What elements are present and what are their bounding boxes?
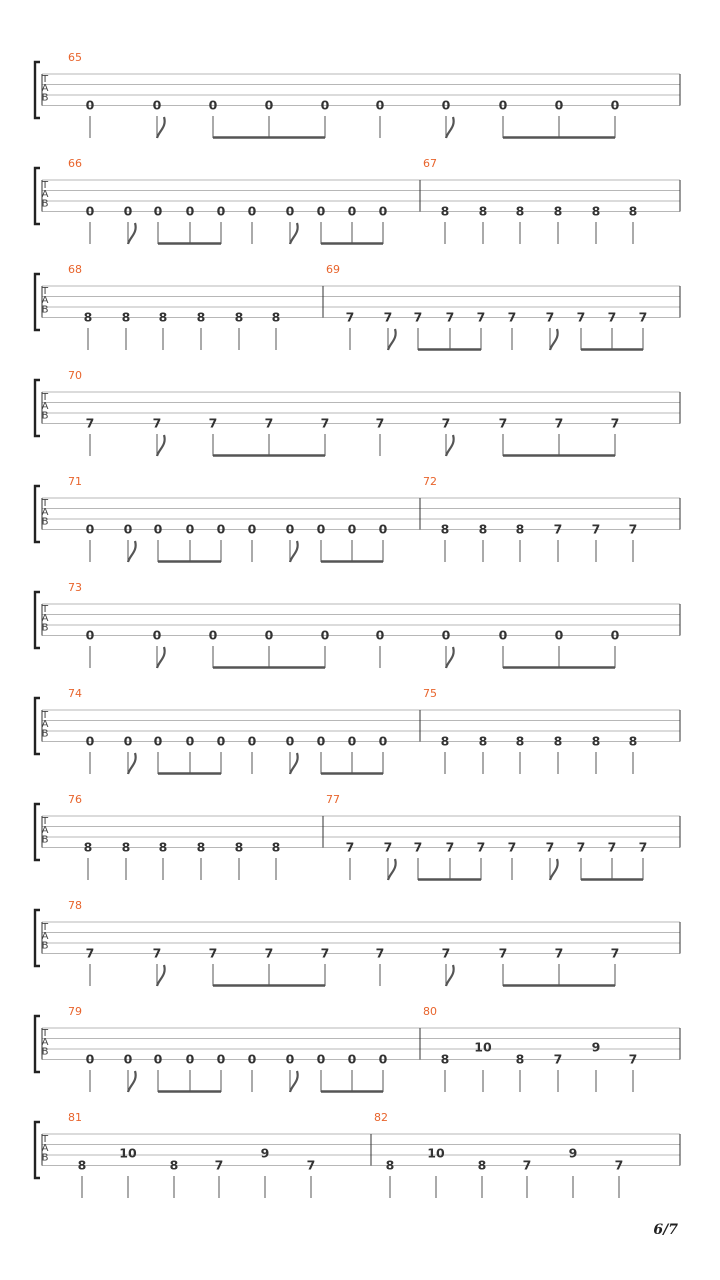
fret-number: 7 (208, 415, 218, 431)
fret-number: 7 (214, 1157, 224, 1173)
fret-number: 0 (375, 97, 385, 113)
fret-number: 7 (441, 945, 451, 961)
fret-number: 7 (383, 839, 393, 855)
tab-clef-letter: B (41, 198, 49, 210)
measure-number: 71 (68, 475, 82, 488)
note-flag (388, 859, 396, 880)
tab-clef-letter: A (41, 613, 49, 625)
fret-number: 0 (185, 733, 195, 749)
fret-number: 0 (247, 521, 257, 537)
fret-number: 9 (591, 1039, 601, 1055)
measure-number: 72 (423, 475, 437, 488)
fret-number: 7 (610, 945, 620, 961)
fret-number: 0 (208, 627, 218, 643)
fret-number: 0 (316, 1051, 326, 1067)
fret-number: 7 (375, 945, 385, 961)
tab-system (35, 793, 680, 880)
fret-number: 0 (152, 97, 162, 113)
measure-number: 77 (326, 793, 340, 806)
tab-clef-letter: T (41, 604, 49, 615)
fret-number: 0 (347, 521, 357, 537)
fret-number: 8 (628, 733, 638, 749)
fret-number: 8 (271, 839, 281, 855)
fret-number: 0 (441, 97, 451, 113)
fret-number: 0 (378, 203, 388, 219)
fret-number: 7 (152, 415, 162, 431)
note-flag (446, 647, 454, 668)
measure-number: 81 (68, 1111, 82, 1124)
fret-number: 0 (216, 521, 226, 537)
note-flag (157, 965, 165, 986)
system-bracket (35, 592, 40, 648)
fret-number: 0 (610, 97, 620, 113)
note-flag (388, 329, 396, 350)
note-flag (128, 223, 136, 244)
fret-number: 8 (121, 839, 131, 855)
system-bracket (35, 804, 40, 860)
fret-number: 7 (375, 415, 385, 431)
fret-number: 0 (610, 627, 620, 643)
fret-number: 8 (440, 521, 450, 537)
fret-number: 8 (83, 309, 93, 325)
fret-number: 7 (638, 839, 648, 855)
note-flag (128, 753, 136, 774)
fret-number: 0 (247, 1051, 257, 1067)
fret-number: 0 (554, 627, 564, 643)
tab-clef-letter: B (41, 622, 49, 634)
system-bracket (35, 486, 40, 542)
fret-number: 8 (553, 733, 563, 749)
fret-number: 0 (316, 203, 326, 219)
fret-number: 7 (264, 945, 274, 961)
fret-number: 7 (445, 839, 455, 855)
fret-number: 0 (347, 1051, 357, 1067)
note-flag (550, 329, 558, 350)
tab-clef-letter: T (41, 816, 49, 827)
fret-number: 0 (554, 97, 564, 113)
tab-clef-letter: B (41, 410, 49, 422)
fret-number: 8 (515, 521, 525, 537)
fret-number: 0 (208, 97, 218, 113)
tab-clef-letter: A (41, 719, 49, 731)
fret-number: 0 (123, 1051, 133, 1067)
tab-system (35, 157, 680, 244)
tab-clef-letter: T (41, 74, 49, 85)
fret-number: 9 (568, 1145, 578, 1161)
note-flag (446, 117, 454, 138)
measure-number: 75 (423, 687, 437, 700)
measure-number: 67 (423, 157, 437, 170)
fret-number: 0 (216, 733, 226, 749)
tab-clef-letter: T (41, 498, 49, 509)
fret-number: 7 (152, 945, 162, 961)
note-flag (290, 753, 298, 774)
fret-number: 8 (478, 203, 488, 219)
fret-number: 0 (153, 1051, 163, 1067)
fret-number: 0 (378, 733, 388, 749)
tab-clef-letter: T (41, 1134, 49, 1145)
tab-clef-letter: B (41, 1152, 49, 1164)
fret-number: 7 (413, 309, 423, 325)
fret-number: 8 (440, 1051, 450, 1067)
fret-number: 7 (545, 309, 555, 325)
fret-number: 7 (545, 839, 555, 855)
measure-number: 73 (68, 581, 82, 594)
fret-number: 0 (123, 521, 133, 537)
note-flag (446, 965, 454, 986)
system-bracket (35, 274, 40, 330)
fret-number: 7 (413, 839, 423, 855)
system-bracket (35, 910, 40, 966)
fret-number: 7 (85, 415, 95, 431)
system-bracket (35, 1016, 40, 1072)
measure-number: 65 (68, 51, 82, 64)
fret-number: 8 (591, 203, 601, 219)
fret-number: 8 (591, 733, 601, 749)
fret-number: 0 (123, 733, 133, 749)
fret-number: 8 (121, 309, 131, 325)
fret-number: 10 (474, 1039, 492, 1055)
measure-number: 76 (68, 793, 82, 806)
fret-number: 7 (576, 309, 586, 325)
fret-number: 8 (628, 203, 638, 219)
fret-number: 0 (85, 203, 95, 219)
measure-number: 68 (68, 263, 82, 276)
fret-number: 9 (260, 1145, 270, 1161)
tab-clef-letter: A (41, 1143, 49, 1155)
fret-number: 8 (83, 839, 93, 855)
fret-number: 0 (264, 97, 274, 113)
fret-number: 0 (85, 1051, 95, 1067)
measure-number: 74 (68, 687, 82, 700)
fret-number: 10 (427, 1145, 445, 1161)
fret-number: 0 (264, 627, 274, 643)
fret-number: 8 (158, 839, 168, 855)
fret-number: 7 (553, 521, 563, 537)
fret-number: 7 (628, 1051, 638, 1067)
fret-number: 8 (553, 203, 563, 219)
page-number: 6/7 (653, 1222, 678, 1238)
note-flag (128, 1071, 136, 1092)
fret-number: 0 (347, 733, 357, 749)
fret-number: 7 (441, 415, 451, 431)
fret-number: 7 (498, 415, 508, 431)
system-bracket (35, 1122, 40, 1178)
tab-clef-letter: T (41, 1028, 49, 1039)
fret-number: 8 (515, 203, 525, 219)
fret-number: 7 (476, 309, 486, 325)
fret-number: 7 (638, 309, 648, 325)
fret-number: 8 (196, 839, 206, 855)
fret-number: 7 (610, 415, 620, 431)
fret-number: 0 (441, 627, 451, 643)
note-flag (128, 541, 136, 562)
fret-number: 0 (498, 97, 508, 113)
note-flag (157, 117, 165, 138)
fret-number: 10 (119, 1145, 137, 1161)
fret-number: 0 (153, 203, 163, 219)
fret-number: 8 (478, 733, 488, 749)
fret-number: 0 (216, 1051, 226, 1067)
fret-number: 0 (285, 1051, 295, 1067)
fret-number: 0 (375, 627, 385, 643)
tab-clef-letter: A (41, 189, 49, 201)
note-flag (550, 859, 558, 880)
fret-number: 0 (247, 203, 257, 219)
fret-number: 7 (507, 309, 517, 325)
tab-clef-letter: T (41, 286, 49, 297)
fret-number: 8 (77, 1157, 87, 1173)
note-flag (157, 435, 165, 456)
measure-number: 79 (68, 1005, 82, 1018)
fret-number: 0 (285, 733, 295, 749)
fret-number: 7 (320, 945, 330, 961)
tab-clef-letter: A (41, 295, 49, 307)
tab-clef-letter: B (41, 728, 49, 740)
fret-number: 7 (591, 521, 601, 537)
fret-number: 0 (247, 733, 257, 749)
note-flag (290, 223, 298, 244)
fret-number: 8 (515, 733, 525, 749)
fret-number: 0 (320, 627, 330, 643)
tab-system (35, 263, 680, 350)
fret-number: 0 (347, 203, 357, 219)
tab-clef-letter: B (41, 516, 49, 528)
system-bracket (35, 168, 40, 224)
fret-number: 0 (378, 1051, 388, 1067)
fret-number: 0 (320, 97, 330, 113)
tab-system (35, 899, 680, 986)
fret-number: 8 (440, 733, 450, 749)
tab-clef-letter: T (41, 392, 49, 403)
fret-number: 8 (271, 309, 281, 325)
fret-number: 0 (153, 521, 163, 537)
tab-clef-letter: B (41, 92, 49, 104)
fret-number: 7 (554, 945, 564, 961)
tab-clef-letter: A (41, 83, 49, 95)
fret-number: 7 (576, 839, 586, 855)
tab-clef-letter: T (41, 922, 49, 933)
tab-system (35, 1005, 680, 1092)
note-flag (290, 541, 298, 562)
fret-number: 0 (153, 733, 163, 749)
tab-clef-letter: A (41, 401, 49, 413)
note-flag (290, 1071, 298, 1092)
fret-number: 8 (440, 203, 450, 219)
fret-number: 7 (607, 839, 617, 855)
fret-number: 0 (316, 521, 326, 537)
fret-number: 0 (185, 521, 195, 537)
fret-number: 0 (378, 521, 388, 537)
fret-number: 8 (477, 1157, 487, 1173)
fret-number: 0 (316, 733, 326, 749)
measure-number: 80 (423, 1005, 437, 1018)
fret-number: 7 (628, 521, 638, 537)
fret-number: 7 (498, 945, 508, 961)
note-flag (446, 435, 454, 456)
fret-number: 8 (158, 309, 168, 325)
fret-number: 0 (185, 203, 195, 219)
fret-number: 0 (216, 203, 226, 219)
tab-clef-letter: A (41, 931, 49, 943)
fret-number: 0 (285, 203, 295, 219)
note-flag (157, 647, 165, 668)
fret-number: 0 (123, 203, 133, 219)
fret-number: 8 (169, 1157, 179, 1173)
system-bracket (35, 380, 40, 436)
tab-clef-letter: A (41, 507, 49, 519)
tab-clef-letter: B (41, 304, 49, 316)
measure-number: 70 (68, 369, 82, 382)
measure-number: 66 (68, 157, 82, 170)
fret-number: 0 (85, 733, 95, 749)
fret-number: 8 (234, 839, 244, 855)
fret-number: 7 (345, 309, 355, 325)
fret-number: 7 (522, 1157, 532, 1173)
tab-clef-letter: B (41, 940, 49, 952)
tab-clef-letter: B (41, 1046, 49, 1058)
fret-number: 8 (385, 1157, 395, 1173)
tab-clef-letter: A (41, 825, 49, 837)
fret-number: 7 (320, 415, 330, 431)
tab-system (35, 475, 680, 562)
fret-number: 7 (264, 415, 274, 431)
tab-system (35, 51, 680, 138)
fret-number: 7 (383, 309, 393, 325)
tab-system (35, 1111, 680, 1198)
tab-system (35, 687, 680, 774)
measure-number: 78 (68, 899, 82, 912)
fret-number: 7 (208, 945, 218, 961)
fret-number: 0 (185, 1051, 195, 1067)
fret-number: 0 (498, 627, 508, 643)
fret-number: 0 (85, 627, 95, 643)
tab-clef-letter: T (41, 710, 49, 721)
fret-number: 0 (285, 521, 295, 537)
tab-clef-letter: A (41, 1037, 49, 1049)
system-bracket (35, 62, 40, 118)
fret-number: 7 (607, 309, 617, 325)
fret-number: 0 (85, 521, 95, 537)
fret-number: 7 (345, 839, 355, 855)
fret-number: 7 (306, 1157, 316, 1173)
fret-number: 8 (515, 1051, 525, 1067)
fret-number: 7 (85, 945, 95, 961)
fret-number: 7 (476, 839, 486, 855)
fret-number: 7 (614, 1157, 624, 1173)
fret-number: 7 (507, 839, 517, 855)
tab-clef-letter: B (41, 834, 49, 846)
fret-number: 7 (553, 1051, 563, 1067)
tab-system (35, 581, 680, 668)
fret-number: 7 (445, 309, 455, 325)
fret-number: 8 (196, 309, 206, 325)
fret-number: 8 (478, 521, 488, 537)
fret-number: 7 (554, 415, 564, 431)
tab-system (35, 369, 680, 456)
measure-number: 82 (374, 1111, 388, 1124)
system-bracket (35, 698, 40, 754)
measure-number: 69 (326, 263, 340, 276)
tab-clef-letter: T (41, 180, 49, 191)
fret-number: 0 (152, 627, 162, 643)
fret-number: 8 (234, 309, 244, 325)
fret-number: 0 (85, 97, 95, 113)
